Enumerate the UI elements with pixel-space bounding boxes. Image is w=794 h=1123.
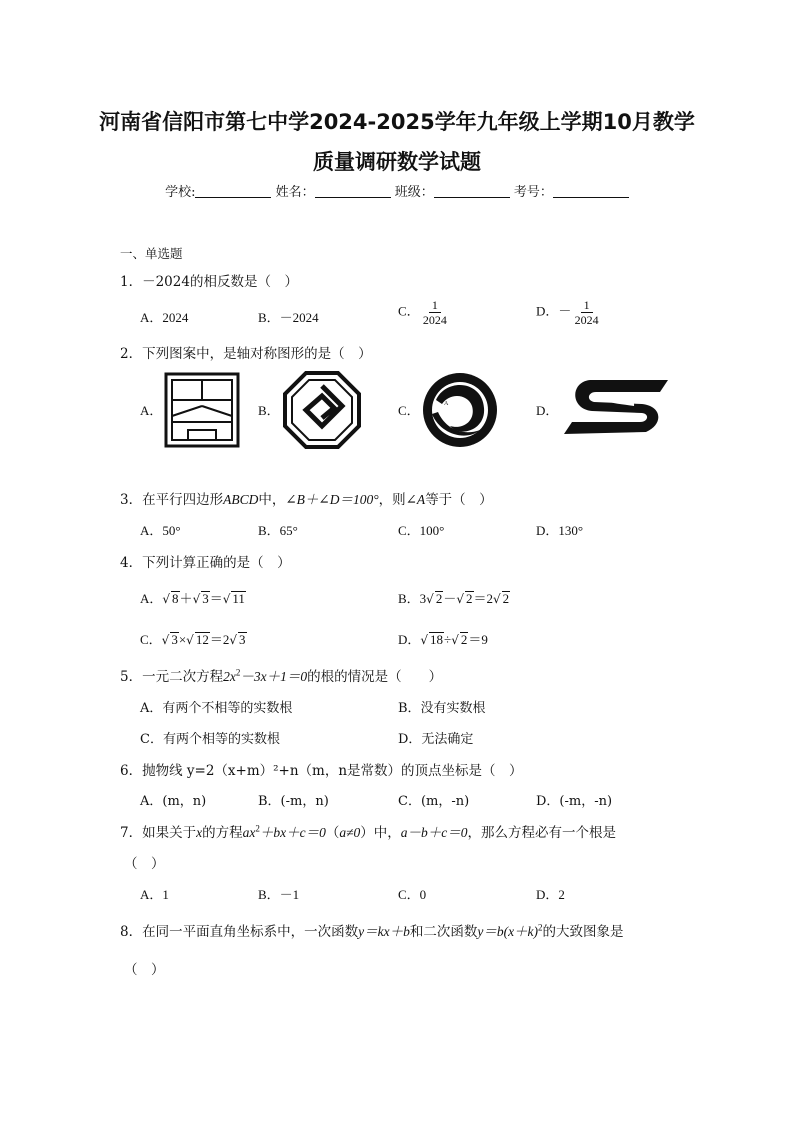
stem-text: 和二次函数 <box>409 924 478 940</box>
q1-option-c-letter: C． <box>398 303 420 319</box>
stem-math: ABCD <box>223 492 259 507</box>
stem-math: －3x＋1＝0 <box>240 669 308 684</box>
radical-sign: √ <box>162 592 171 606</box>
option-letter: C． <box>140 632 162 647</box>
q4-option-a <box>140 588 246 607</box>
q5-option-a: A．有两个不相等的实数根 <box>140 701 293 716</box>
question-8-stem-line-2: （ ） <box>124 962 165 978</box>
q7-option-a: A．1 <box>140 887 169 902</box>
q3-option-c: C．100° <box>398 523 445 538</box>
radical-sign: √ <box>451 633 459 647</box>
q6-option-b: B．(-m，n) <box>258 794 329 809</box>
question-1-stem: 1．－2024的相反数是（ ） <box>120 274 298 290</box>
section-heading: 一、单选题 <box>120 246 183 261</box>
name-label: 姓名： <box>275 185 315 200</box>
stem-text: 的方程 <box>202 825 243 841</box>
coefficient: 3 <box>419 591 427 606</box>
question-7-stem-line-2: （ ） <box>124 856 165 872</box>
school-label: 学校: <box>165 185 196 200</box>
q4-option-d <box>398 629 488 648</box>
stem-text: 5．一元二次方程 <box>120 669 224 685</box>
q1-option-d-fraction <box>575 298 599 327</box>
q1-option-c <box>398 298 447 327</box>
math-operator: ＝2 <box>473 591 494 606</box>
fraction-denominator: 2024 <box>574 313 599 327</box>
title-line-1: 河南省信阳市第七中学2024-2025学年九年级上学期10月教学 <box>99 110 695 134</box>
stem-math: a－b＋c＝0 <box>400 825 468 840</box>
question-7-stem <box>120 821 616 841</box>
class-blank <box>434 183 510 198</box>
stem-text: 7．如果关于 <box>120 825 197 841</box>
question-3-stem <box>120 488 493 508</box>
radical-sign: √ <box>222 592 231 606</box>
school-blank <box>195 183 271 198</box>
q3-option-b: B．65° <box>258 523 298 538</box>
stem-text: 等于（ ） <box>425 492 493 508</box>
radicand: 11 <box>232 591 245 606</box>
stem-math: a≠0 <box>339 825 361 840</box>
radical-sign: √ <box>186 633 194 647</box>
radicand: 3 <box>171 632 178 647</box>
math-operator: ÷ <box>444 632 452 647</box>
radical-sign: √ <box>426 592 434 606</box>
q6-option-d: D．(-m，-n) <box>536 794 613 809</box>
math-operator: ＝ <box>209 591 223 606</box>
pattern-d-figure <box>560 376 672 438</box>
radical-sign: √ <box>161 633 170 647</box>
q4-option-b <box>398 588 510 607</box>
radical-sign: √ <box>456 592 464 606</box>
stem-text: ，则 <box>378 492 406 508</box>
radical-sign: √ <box>192 592 201 606</box>
pattern-b-figure <box>282 370 362 450</box>
q2-option-d: D． <box>536 403 559 418</box>
stem-math: x <box>196 825 203 840</box>
math-operator: － <box>443 591 457 606</box>
stem-math: ＋bx＋c＝0 <box>259 825 326 840</box>
q1-option-d <box>536 298 599 327</box>
q6-option-c: C．(m，-n) <box>398 794 470 809</box>
pattern-c-figure <box>420 370 500 450</box>
radicand: 3 <box>202 591 209 606</box>
radicand: 2 <box>502 591 510 606</box>
q1-option-a: A．2024 <box>140 310 189 325</box>
radical-sign: √ <box>420 633 429 647</box>
radicand: 12 <box>195 632 209 647</box>
question-6-stem: 6．抛物线 y=2（x+m）²+n（m，n是常数）的顶点坐标是（ ） <box>120 763 523 779</box>
option-letter: B． <box>398 591 420 606</box>
fraction-denominator: 2024 <box>422 313 447 327</box>
fraction-numerator: 1 <box>581 298 593 313</box>
name-blank <box>315 183 391 198</box>
math-operator: ＝9 <box>468 632 488 647</box>
exponent: 2 <box>538 922 543 933</box>
stem-math: ∠B＋∠D＝100° <box>285 492 379 507</box>
radicand: 2 <box>435 591 443 606</box>
radicand: 3 <box>239 632 246 647</box>
stem-text: 的根的情况是（ ） <box>307 669 443 685</box>
number-blank <box>553 183 629 198</box>
q2-option-b: B． <box>258 403 280 418</box>
stem-math: y＝b(x＋k) <box>477 924 539 939</box>
q3-option-d: D．130° <box>536 523 584 538</box>
q4-option-c <box>140 629 247 648</box>
radicand: 18 <box>430 632 444 647</box>
math-operator: × <box>178 632 187 647</box>
question-2-stem: 2．下列图案中，是轴对称图形的是（ ） <box>120 346 372 362</box>
q6-option-a: A．(m，n) <box>140 794 207 809</box>
option-letter: A． <box>140 591 163 606</box>
stem-text: （ <box>325 825 340 841</box>
q1-option-c-fraction <box>423 298 447 327</box>
q7-option-d: D．2 <box>536 887 565 902</box>
stem-text: 8．在同一平面直角坐标系中，一次函数 <box>120 924 359 940</box>
svg-text:A: A <box>444 401 449 407</box>
question-4-stem: 4．下列计算正确的是（ ） <box>120 555 291 571</box>
stem-text: ，那么方程必有一个根是 <box>467 825 616 841</box>
title-line-2: 质量调研数学试题 <box>313 150 481 174</box>
number-label: 考号： <box>513 185 553 200</box>
math-operator: ＝2 <box>209 632 230 647</box>
fraction-numerator: 1 <box>429 298 441 313</box>
stem-text: 3．在平行四边形 <box>120 492 224 508</box>
q2-option-a: A． <box>140 403 163 418</box>
math-operator: ＋ <box>179 591 193 606</box>
stem-math: ax <box>242 825 256 840</box>
exponent: 2 <box>255 823 260 834</box>
stem-text: 中， <box>258 492 286 508</box>
class-label: 班级： <box>394 185 434 200</box>
student-info-line <box>0 181 794 200</box>
radicand: 2 <box>466 591 473 606</box>
radical-sign: √ <box>229 633 237 647</box>
pattern-a-figure <box>164 372 240 448</box>
q2-option-c: C． <box>398 403 420 418</box>
stem-text: 的大致图象是 <box>542 924 624 940</box>
radical-sign: √ <box>493 592 501 606</box>
q7-option-c: C．0 <box>398 887 427 902</box>
stem-text: ）中， <box>360 825 401 841</box>
q3-option-a: A．50° <box>140 523 181 538</box>
q1-option-b: B．－2024 <box>258 310 319 325</box>
exponent: 2 <box>235 667 241 678</box>
question-8-stem <box>120 920 624 940</box>
q5-option-c: C．有两个相等的实数根 <box>140 732 280 747</box>
q5-option-d: D．无法确定 <box>398 732 474 747</box>
question-5-stem <box>120 665 442 685</box>
q5-option-b: B．没有实数根 <box>398 701 486 716</box>
stem-math: ∠A <box>405 492 426 507</box>
q1-option-d-letter: D．－ <box>536 303 572 319</box>
stem-math: 2x <box>223 669 236 684</box>
q7-option-b: B．－1 <box>258 887 300 902</box>
radicand: 2 <box>460 632 468 647</box>
stem-math: y＝kx＋b <box>358 924 410 939</box>
option-letter: D． <box>398 632 421 647</box>
radicand: 8 <box>172 591 179 606</box>
